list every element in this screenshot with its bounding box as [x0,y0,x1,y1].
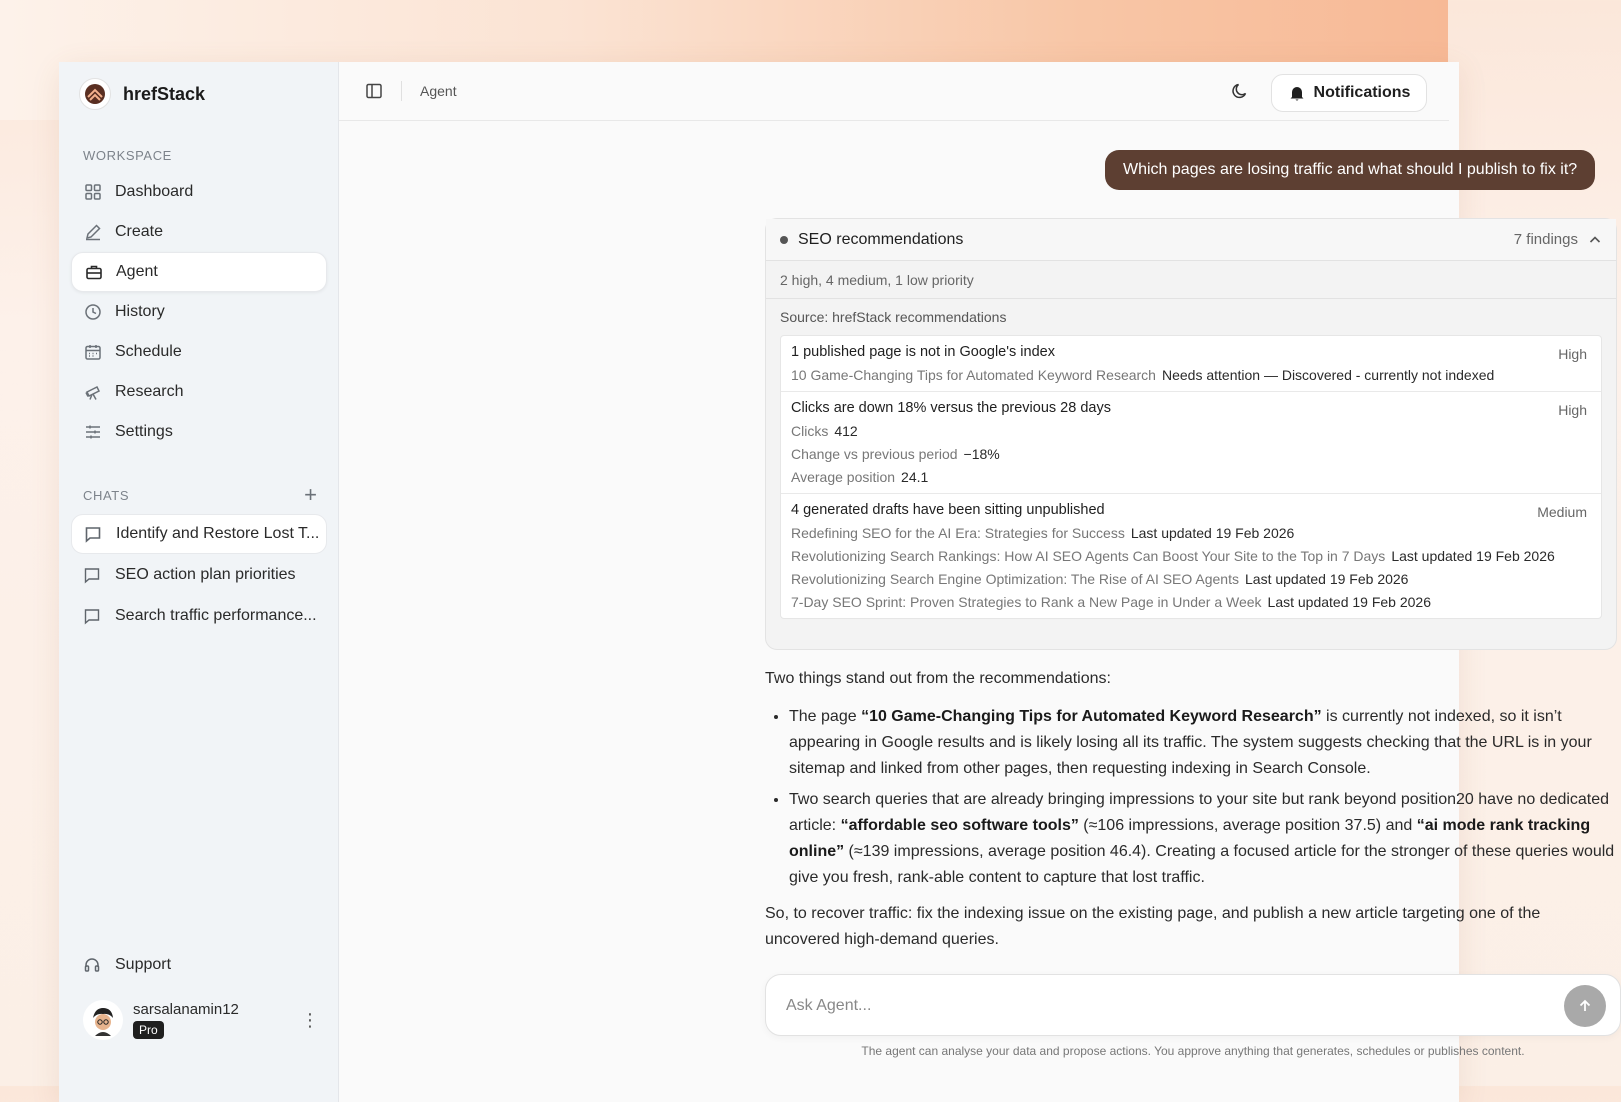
sidebar-item-dashboard[interactable] [71,172,327,212]
calendar-icon [83,342,103,362]
workspace-label: WORKSPACE [83,148,172,163]
chats-header [83,484,317,506]
sidebar-item-schedule[interactable] [71,332,327,372]
finding-row [791,594,1587,610]
text-segment: Two search queries that are already bringing impressions to your site but rank beyond position20 have no dedicated article: [789,791,1610,834]
findings-label: 7 findings [1513,231,1578,248]
ask-agent-input[interactable] [786,993,1546,1019]
divider [401,81,402,101]
card-title: SEO recommendations [798,230,964,248]
sidebar-item-label: Create [115,223,164,240]
source-line: Source: hrefStack recommendations [780,309,1007,325]
support-label: Support [115,956,172,973]
findings-count [1514,231,1602,248]
row-value: Last updated 19 Feb 2026 [1130,525,1295,541]
answer-closing: So, to recover traffic: fix the indexing issue on the existing page, and publish a new article targeting one of the uncovered high-demand queries. [765,905,1541,948]
row-value: Needs attention — Discovered - currently not indexed [1161,367,1495,383]
bold-segment: “10 Game-Changing Tips for Automated Keyword Research” [861,708,1322,725]
finding-item [781,494,1601,618]
row-value: −18% [963,446,1000,462]
card-header[interactable] [766,219,1616,261]
support-link[interactable] [83,956,171,974]
answer-bullet [789,787,1615,891]
chat-item-label: Identify and Restore Lost T... [116,525,320,542]
row-label: 7-Day SEO Sprint: Proven Strategies to Rank a New Page in Under a Week [791,594,1262,610]
chats-label: CHATS [83,487,130,503]
finding-item [781,336,1601,392]
finding-row [791,525,1587,541]
pen-icon [83,222,103,242]
sidebar-item-research[interactable] [71,372,327,412]
brand-name: hrefStack [123,83,206,104]
finding-item [781,392,1601,494]
finding-row [791,571,1587,587]
clock-icon [83,302,103,322]
composer [765,974,1621,1036]
main-area [339,62,1615,1102]
sidebar-item-create[interactable] [71,212,327,252]
avatar [83,1000,123,1040]
telescope-icon [83,382,103,402]
plan-badge: Pro [133,1021,164,1039]
sidebar-item-label: Dashboard [115,183,194,200]
bell-icon [1288,84,1306,102]
finding-row [791,423,1587,439]
chat-item[interactable] [71,555,327,595]
row-value: 24.1 [901,469,929,485]
sidebar-item-agent[interactable] [71,252,327,292]
chat-bubble-icon [83,606,103,626]
chat-item-label: SEO action plan priorities [115,566,296,583]
briefcase-icon [84,262,104,282]
status-dot [780,236,788,244]
toggle-sidebar-icon[interactable] [365,82,383,100]
bold-segment: “affordable seo software tools” [840,817,1079,834]
topbar [339,62,1449,121]
text-segment: is currently not indexed, so it isn’t appearing in Google results and is likely losing all its traffic. The system suggests checking that the URL is in your sitemap and linked from other pages, then requesting indexing in Search Console. [789,708,1592,777]
text-segment: The page [789,708,862,725]
sidebar-item-label: Research [115,383,184,400]
priority-label: High [1558,346,1587,362]
user-profile[interactable] [83,1000,319,1040]
user-message-bubble: Which pages are losing traffic and what should I publish to fix it? [1105,150,1595,190]
row-value: 412 [834,423,858,439]
dark-mode-moon-icon[interactable] [1231,82,1249,105]
finding-row [791,469,1587,485]
more-options-icon[interactable]: ⋮ [301,1009,319,1030]
row-label: Redefining SEO for the AI Era: Strategies for Success [791,525,1125,541]
answer-bullet [789,704,1615,782]
answer-intro: Two things stand out from the recommendations: [765,670,1111,687]
headset-icon [83,956,103,974]
sidebar [59,62,339,1102]
sidebar-item-settings[interactable] [71,412,327,452]
row-label: Change vs previous period [791,446,958,462]
composer-footnote: The agent can analyse your data and propose actions. You approve anything that generates, schedules or publishes content. [861,1044,1525,1058]
sidebar-item-label: Agent [116,263,158,280]
answer-bullets [789,704,1615,891]
row-value: Last updated 19 Feb 2026 [1267,594,1431,610]
bold-segment: “ai mode rank tracking online” [789,817,1591,860]
username: sarsalanamin12 [133,1001,239,1018]
chat-list [71,514,327,637]
row-value: Last updated 19 Feb 2026 [1391,548,1555,564]
priority-label: Medium [1537,504,1587,520]
new-chat-plus-icon[interactable]: + [304,482,317,507]
finding-title: 4 generated drafts have been sitting unpublished [791,502,1105,518]
grid-icon [83,182,103,202]
text-segment: (≈139 impressions, average position 46.4). Creating a focused article for the stronger of these queries would give you fresh, rank-able content to capture that lost traffic. [789,843,1615,886]
agent-answer [765,666,1615,953]
notifications-button[interactable] [1271,74,1427,112]
finding-row [791,446,1587,462]
priority-label: High [1558,402,1587,418]
chevron-up-icon[interactable] [1588,233,1602,247]
chat-item[interactable] [71,596,327,636]
finding-row [791,367,1587,383]
user-info [133,1001,239,1039]
text-segment: (≈106 impressions, average position 37.5) and [1078,817,1417,834]
findings-list [780,335,1602,619]
row-label: Revolutionizing Search Rankings: How AI SEO Agents Can Boost Your Site to the Top in 7 Days [791,548,1386,564]
sidebar-item-label: Schedule [115,343,182,360]
chat-bubble-icon [83,565,103,585]
row-label: Average position [791,469,896,485]
chat-item[interactable] [71,514,327,554]
notifications-label: Notifications [1313,84,1411,101]
chat-bubble-icon [84,524,104,544]
row-label: Clicks [791,423,829,439]
row-value: Last updated 19 Feb 2026 [1245,571,1409,587]
chat-item-label: Search traffic performance... [115,607,317,624]
app-window [59,62,1615,1102]
finding-title: Clicks are down 18% versus the previous 28 days [791,400,1111,416]
priority-summary: 2 high, 4 medium, 1 low priority [766,261,1616,299]
sidebar-item-label: History [115,303,165,320]
breadcrumb: Agent [420,83,457,99]
finding-title: 1 published page is not in Google's index [791,344,1055,360]
brand-logo-icon [79,78,111,110]
sidebar-item-history[interactable] [71,292,327,332]
workspace-nav [71,172,327,452]
sidebar-item-label: Settings [115,423,173,440]
seo-recommendations-card [765,218,1617,650]
send-arrow-up-icon[interactable] [1564,985,1606,1027]
finding-row [791,548,1587,564]
sliders-icon [83,422,103,442]
brand[interactable] [59,62,338,126]
row-label: 10 Game-Changing Tips for Automated Keyword Research [791,367,1156,383]
row-label: Revolutionizing Search Engine Optimization: The Rise of AI SEO Agents [791,571,1239,587]
